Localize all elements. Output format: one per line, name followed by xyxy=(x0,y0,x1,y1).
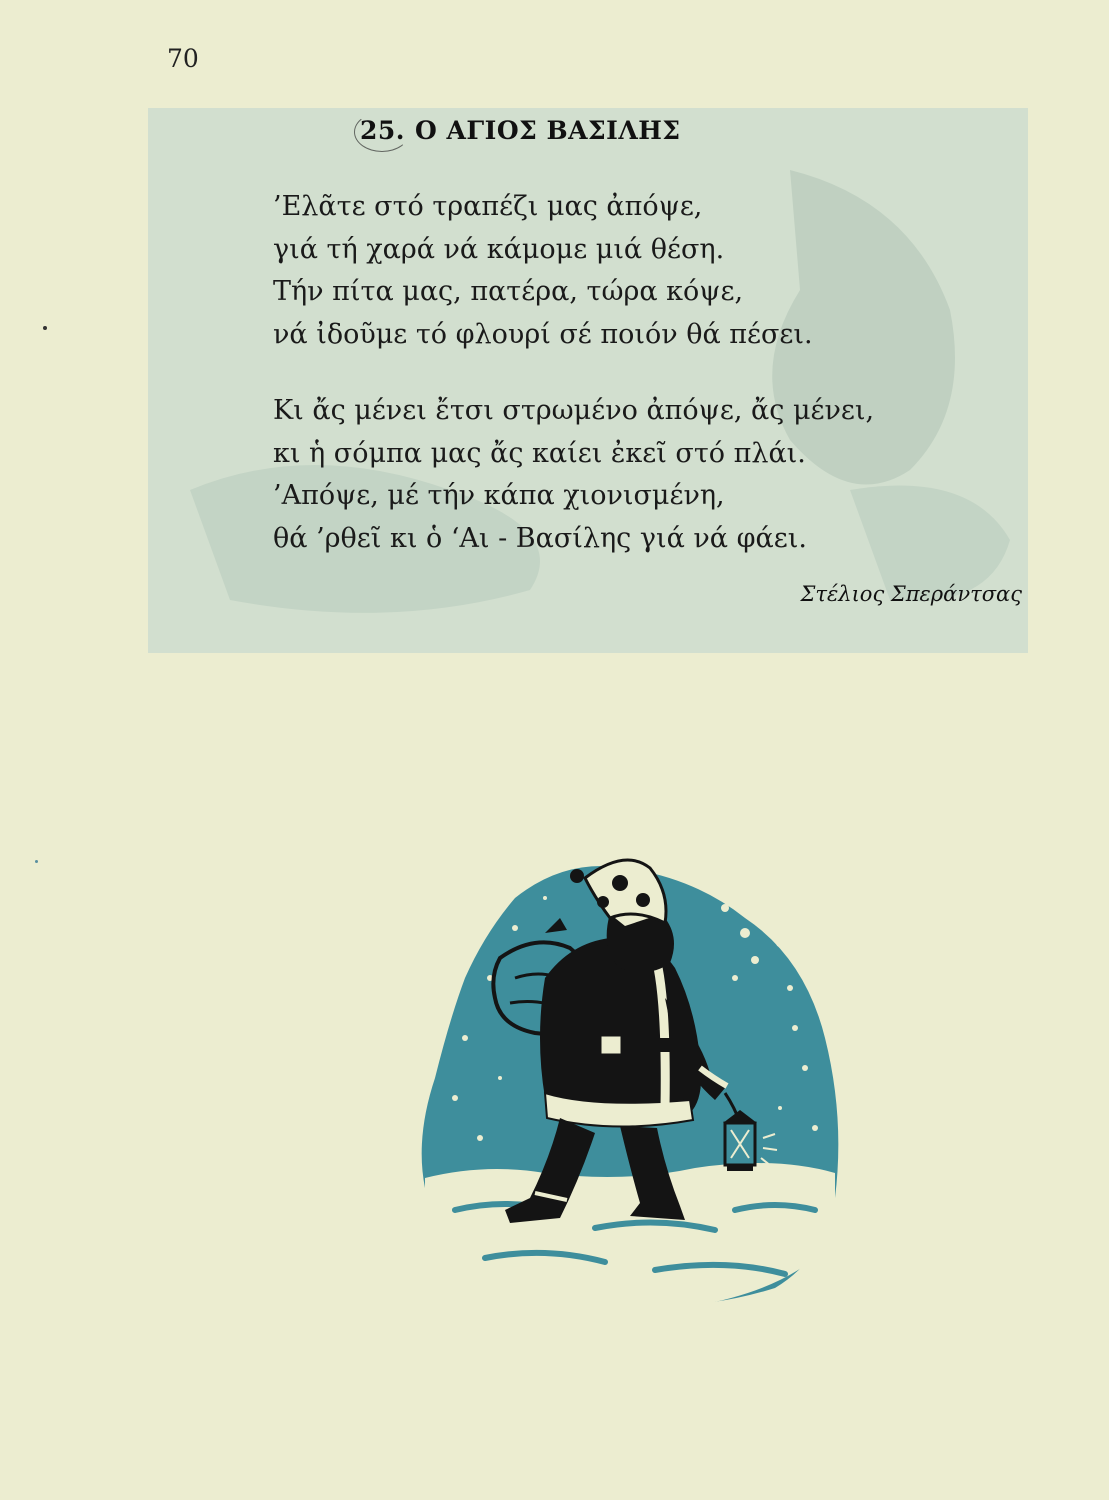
verse-line: κι ἡ σόμπα μας ἄς καίει ἐκεῖ στό πλάι. xyxy=(273,437,806,469)
verse-line: ’Απόψε, μέ τήν κάπα χιονισμένη, xyxy=(273,480,725,511)
verse-line: ’Ελᾶτε στό τραπέζι μας ἀπόψε, xyxy=(273,191,703,222)
stray-ink-dot xyxy=(35,860,38,863)
verse-line: θά ’ρθεῖ κι ὁ ‘Αι - Βασίλης γιά νά φάει. xyxy=(273,522,807,554)
verse-line: Τήν πίτα μας, πατέρα, τώρα κόψε, xyxy=(273,276,744,307)
verse-line: Κι ἄς μένει ἔτσι στρωμένο ἀπόψε, ἄς μένει, xyxy=(273,395,875,426)
poem-title-text: Ο ΑΓΙΟΣ ΒΑΣΙΛΗΣ xyxy=(415,116,681,145)
poem-title xyxy=(360,116,681,145)
verse-line: γιά τή χαρά νά κάμομε μιά θέση. xyxy=(273,233,725,265)
poem-author: Στέλιος Σπεράντσας xyxy=(800,582,1022,606)
verse-line: νά ἰδοῦμε τό φλουρί σέ ποιόν θά πέσει. xyxy=(273,318,813,350)
page-number: 70 xyxy=(167,44,199,73)
poem-number: 25. xyxy=(360,116,405,145)
stanza-1 xyxy=(273,186,813,356)
stanza-2 xyxy=(273,390,874,560)
stray-ink-dot xyxy=(43,326,47,330)
santa-claus-illustration xyxy=(395,838,850,1308)
